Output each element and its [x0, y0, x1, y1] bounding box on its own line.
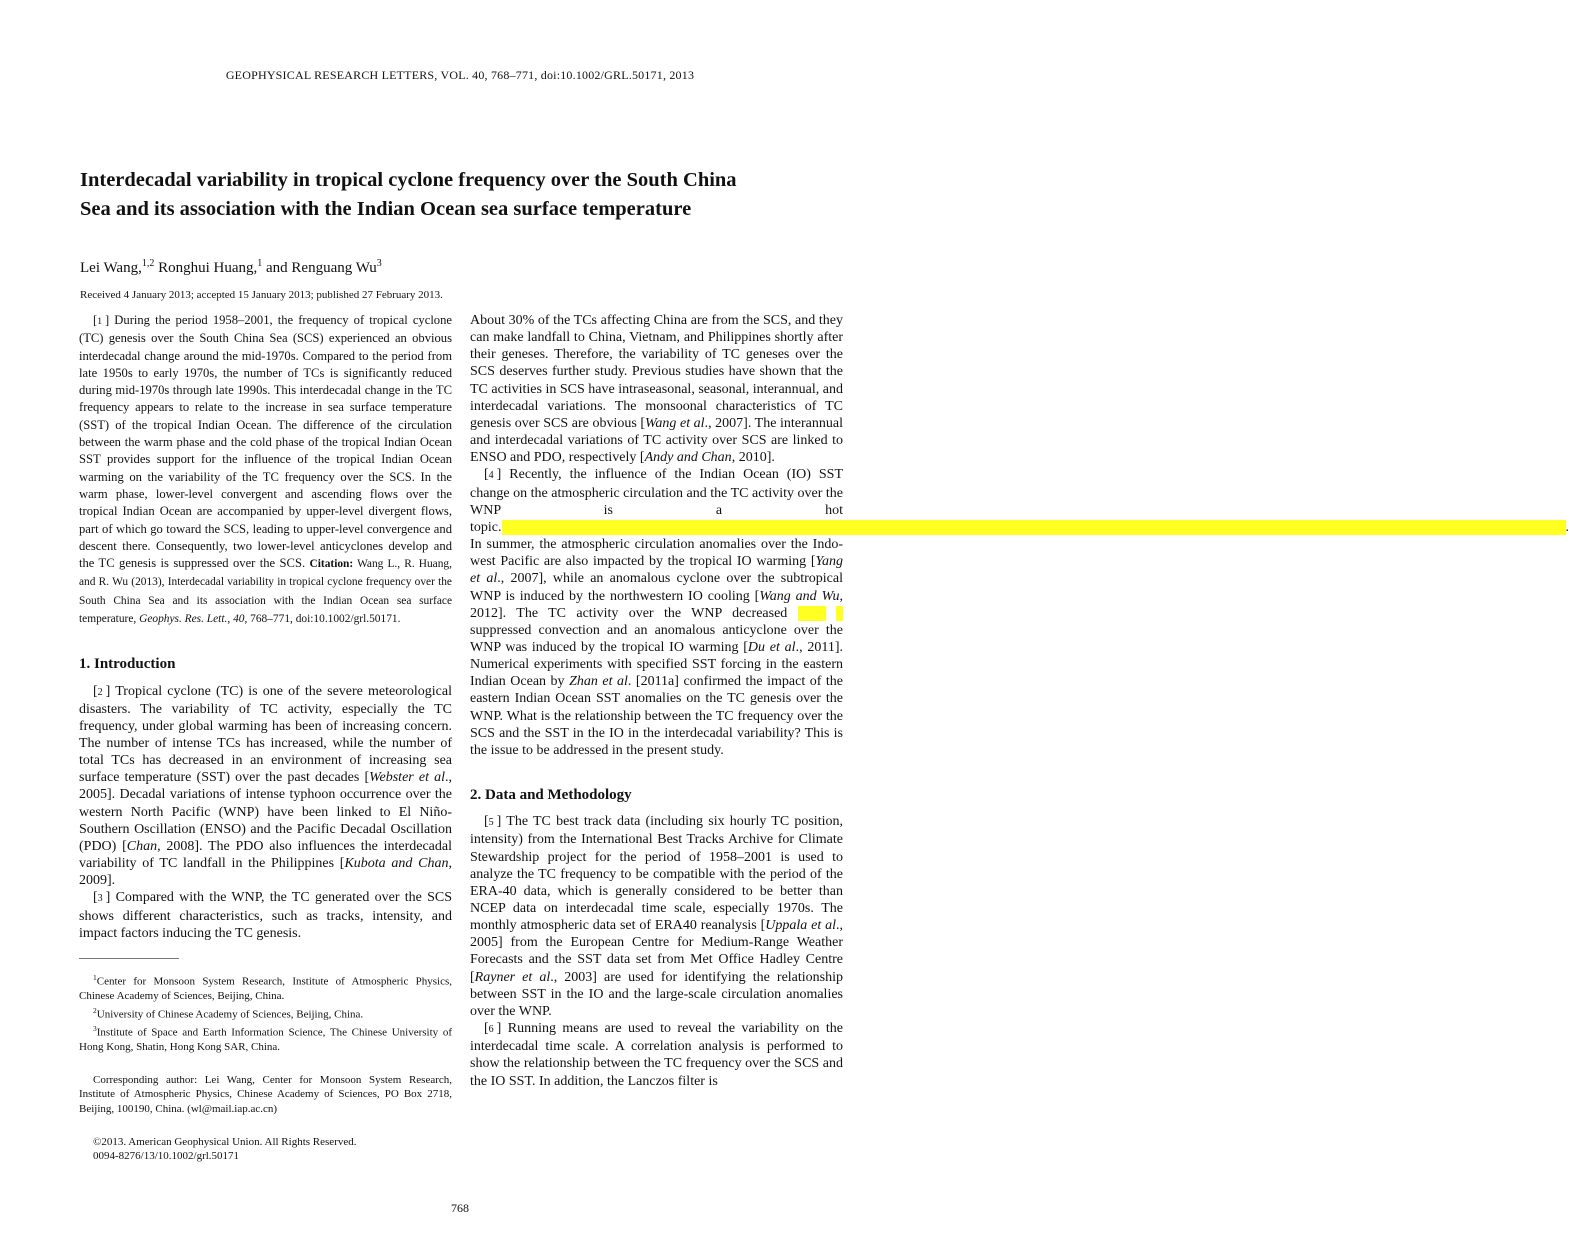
citation-separator: ,: [227, 613, 234, 626]
reference-link[interactable]: Chan: [126, 838, 158, 854]
paragraph-text: . [2011a] confirmed the impact of the eastern Indian Ocean SST anomalies on the TC genesis over the WNP. What is the relationship between the TC frequency over the SCS and the SST in the IO in the interdecadal variability? This is the issue to be addressed in the present study.: [470, 674, 843, 758]
paragraph: [3 ] Compared with the WNP, the TC generated over the SCS shows different characteristics, such as tracks, intensity, and impact factors inducing the TC genesis.: [79, 890, 452, 941]
paragraph-text: The TC best track data (including six hourly TC position, intensity) from the International Best Tracks Archive for Climate Stewardship project for the period of 1958–2001 is used to analyze the TC frequency to be compatible with the period of the ERA-40 data, which is generally considered to be better than NCEP data on interdecadal time scale, especially 1970s. The monthly atmospheric data set of ERA40 reanalysis [: [470, 814, 843, 934]
paragraph-text: Recently, the influence of the Indian Ocean (IO) SST change on the atmospheric circulation and the TC activity over the WNP is a hot topic.: [470, 467, 843, 535]
footnote: [79, 1022, 452, 1055]
paragraph-text: Tropical cyclone (TC) is one of the severe meteorological disasters. The variability of TC activity, especially the TC frequency, under global warming has been of increasing concern. The number of intense TCs has increased, while the number of total TCs has decreased in an environment of increasing sea surface temperature (SST) over the past decades [: [79, 683, 452, 786]
footnotes: [79, 971, 452, 1164]
paragraph-text: , 2009].: [79, 856, 452, 889]
paragraph-text: ., 2007], while an anomalous cyclone over the subtropical WNP is induced by the northwestern IO cooling [: [470, 571, 843, 604]
corresponding-author: Corresponding author: Lei Wang, Center for Monsoon System Research, Institute of Atmospheric Physics, Chinese Academy of Sciences, PO Box 2718, Beijing, 100190, China. (wl@mail.iap.ac.cn): [79, 1073, 452, 1115]
reference-link[interactable]: Kubota and Chan: [344, 856, 449, 872]
paragraph-number: 1: [97, 316, 102, 327]
copyright-notice: ©2013. American Geophysical Union. All Rights Reserved.: [93, 1135, 357, 1148]
paragraph-text: ., 2003] are used for identifying the relationship between SST in the IO and the large-scale circulation anomalies over the WNP.: [470, 969, 844, 1019]
paragraph-text: . In summer, the atmospheric circulation anomalies over the Indo-west Pacific are also impacted by the tropical IO warming [: [470, 519, 1569, 570]
paragraph-number: 5: [488, 817, 494, 829]
highlight-annotation[interactable]: [798, 606, 826, 621]
author-name: Ronghui Huang,: [154, 260, 258, 276]
section-heading-introduction: 1. Introduction: [79, 656, 176, 673]
footnote-text: Center for Monsoon System Research, Institute of Atmospheric Physics, Chinese Academy of Sciences, Beijing, China.: [79, 975, 452, 1003]
section-heading-data-methodology: 2. Data and Methodology: [470, 787, 632, 804]
affiliation-mark: 1: [257, 258, 263, 269]
highlight-annotation[interactable]: [502, 520, 1566, 535]
citation-label: Citation:: [309, 558, 354, 571]
footnote-text: University of Chinese Academy of Sciences, Beijing, China.: [96, 1008, 364, 1021]
right-column: [470, 312, 1569, 1090]
reference-link[interactable]: Zhan et al: [569, 674, 628, 690]
reference-link[interactable]: Du et al: [747, 639, 796, 655]
citation-journal: Geophys. Res. Lett.: [139, 613, 228, 626]
citation-volume: 40: [233, 613, 245, 626]
reference-link[interactable]: Rayner et al: [474, 969, 551, 985]
abstract: [1 ] During the period 1958–2001, the frequency of tropical cyclone (TC) genesis over the South China Sea (SCS) experienced an obvious interdecadal change around the mid-1970s. Compared to the period from late 1950s to early 1970s, the number of TCs is significantly reduced during mid-1970s through late 1990s. This interdecadal change in the TC frequency appears to relate to the increase in sea surface temperature (SST) of the tropical Indian Ocean. The difference of the circulation between the warm phase and the cold phase of the tropical Indian Ocean SST provides support for the influence of the tropical Indian Ocean warming on the variability of the TC frequency over the SCS. In the warm phase, lower-level convergent and ascending flows over the tropical Indian Ocean are accompanied by upper-level divergent flows, part of which go toward the SCS, leading to upper-level convergence and descent there. Consequently, two lower-level anticyclones develop and the TC genesis is suppressed over the SCS. Citation: Wang L., R. Huang, and R. Wu (2013), Interdecadal variability in tropical cyclone frequency over the South China Sea and its association with the Indian Ocean sea surface temperature, Geophys. Res. Lett., 40, 768–771, doi:10.1002/grl.50171.: [79, 313, 452, 626]
paragraph-number: 6: [488, 1024, 494, 1036]
reference-link[interactable]: Yang et al: [470, 554, 843, 587]
footnote-rule: [79, 958, 179, 959]
paragraph-text: Compared with the WNP, the TC generated over the SCS shows different characteristics, such as tracks, intensity, and impact factors inducing the TC genesis.: [79, 890, 452, 941]
paragraph-continued: [470, 312, 843, 466]
abstract-text: During the period 1958–2001, the frequency of tropical cyclone (TC) genesis over the South China Sea (SCS) experienced an obvious interdecadal change around the mid-1970s. Compared to the period from late 1950s to early 1970s, the number of TCs is significantly reduced during mid-1970s through late 1990s. This interdecadal change in the TC frequency appears to relate to the increase in sea surface temperature (SST) of the tropical Indian Ocean. The difference of the circulation between the warm phase and the cold phase of the tropical Indian Ocean SST provides support for the influence of the tropical Indian Ocean warming on the variability of the TC frequency over the SCS. In the warm phase, lower-level convergent and ascending flows over the tropical Indian Ocean are accompanied by upper-level divergent flows, part of which go toward the SCS, leading to upper-level convergence and descent there. Consequently, two lower-level anticyclones develop and the TC genesis is suppressed over the SCS.: [79, 313, 452, 571]
author-list: [80, 258, 382, 277]
affiliation-mark: 3: [376, 258, 382, 269]
paragraph-text: suppressed convection and an anomalous anticyclone over the WNP was induced by the tropical IO warming [: [470, 622, 843, 655]
footnote-mark: 2: [93, 1005, 97, 1015]
footnote-text: Institute of Space and Earth Information Science, The Chinese University of Hong Kong, Shatin, Hong Kong SAR, China.: [79, 1026, 452, 1054]
paragraph: [5 ] The TC best track data (including six hourly TC position, intensity) from the International Best Tracks Archive for Climate Stewardship project for the period of 1958–2001 is used to analyze the TC frequency to be compatible with the period of the ERA-40 data, which is generally considered to be better than NCEP data on interdecadal time scale, especially 1970s. The monthly atmospheric data set of ERA40 reanalysis [Uppala et al., 2005] from the European Centre for Medium-Range Weather Forecasts and the SST data set from Met Office Hadley Centre [Rayner et al., 2003] are used for identifying the relationship between SST in the IO and the large-scale circulation anomalies over the WNP.: [470, 814, 844, 1019]
received-dates: Received 4 January 2013; accepted 15 January 2013; published 27 February 2013.: [80, 289, 443, 301]
reference-link[interactable]: Uppala et al: [765, 918, 836, 934]
citation-text: Wang L., R. Huang, and R. Wu (2013), Interdecadal variability in tropical cyclone frequency over the South China Sea and its association with the Indian Ocean sea surface temperature,: [79, 558, 452, 626]
left-column: [79, 312, 452, 1164]
paragraph-text: ., 2005] from the European Centre for Medium-Range Weather Forecasts and the SST data set from Met Office Hadley Centre [: [470, 918, 843, 985]
paragraph-text: , 2010].: [731, 450, 775, 466]
reference-link[interactable]: Andy and Chan: [644, 450, 732, 466]
affiliation-mark: 1,2: [141, 258, 155, 269]
paragraph-text: About 30% of the TCs affecting China are from the SCS, and they can make landfall to China, Vietnam, and Philippines shortly after their geneses. Therefore, the variability of TC geneses over the SCS deserves further study. Previous studies have shown that the TC activities in SCS have intraseasonal, seasonal, interannual, and interdecadal variations. The monsoonal characteristics of TC genesis over SCS are obvious [: [470, 313, 843, 431]
paragraph-number: 2: [97, 686, 103, 698]
page-number: 768: [451, 1201, 469, 1215]
paragraph-text: Running means are used to reveal the variability on the interdecadal time scale. A correlation analysis is performed to show the relationship between the TC frequency over the SCS and the IO SST. In addition, the Lanczos filter is: [470, 1021, 843, 1089]
author-name: and Renguang Wu: [262, 260, 377, 276]
footnote-mark: 1: [93, 972, 97, 982]
paragraph: [4 ] Recently, the influence of the Indian Ocean (IO) SST change on the atmospheric circulation and the TC activity over the WNP is a hot topic. . In summer, the atmospheric circulation anomalies over the Indo-west Pacific are also impacted by the tropical IO warming [Yang et al., 2007], while an anomalous cyclone over the subtropical WNP is induced by the northwestern IO cooling [Wang and Wu, 2012]. The TC activity over the WNP decreased suppressed convection and an anomalous anticyclone over the WNP was induced by the tropical IO warming [Du et al., 2011]. Numerical experiments with specified SST forcing in the eastern Indian Ocean by Zhan et al. [2011a] confirmed the impact of the eastern Indian Ocean SST anomalies on the TC genesis over the WNP. What is the relationship between the TC frequency over the SCS and the SST in the IO in the interdecadal variability? This is the issue to be addressed in the present study.: [470, 467, 1569, 758]
running-head: GEOPHYSICAL RESEARCH LETTERS, VOL. 40, 768–771, doi:10.1002/GRL.50171, 2013: [225, 68, 695, 82]
paragraph-number: 3: [97, 893, 103, 905]
footnote: [79, 971, 452, 1004]
citation-pages-doi: , 768–771, doi:10.1002/grl.50171.: [244, 613, 401, 626]
footnote-mark: 3: [93, 1023, 97, 1033]
paragraph: [6 ] Running means are used to reveal the variability on the interdecadal time scale. A correlation analysis is performed to show the relationship between the TC frequency over the SCS and the IO SST. In addition, the Lanczos filter is: [470, 1021, 843, 1089]
paragraph-text: , 2012]. The TC activity over the WNP decreased: [470, 588, 843, 621]
reference-link[interactable]: Webster et al: [369, 770, 445, 786]
paragraph-text: ., 2007]. The interannual and interdecadal variations of TC activity over SCS are linked to ENSO and PDO, respectively [: [470, 415, 843, 466]
issn-doi: 0094-8276/13/10.1002/grl.50171: [93, 1150, 240, 1163]
highlight-annotation[interactable]: [836, 606, 843, 621]
reference-link[interactable]: Wang and Wu: [759, 588, 840, 604]
reference-link[interactable]: Wang et al: [645, 415, 705, 431]
author-name: Lei Wang,: [80, 260, 142, 276]
paragraph-text: , 2008]. The PDO also influences the interdecadal variability of TC landfall in the Philippines [: [79, 838, 452, 872]
article-title: Interdecadal variability in tropical cyclone frequency over the South China Sea and its association with the Indian Ocean sea surface temperature: [80, 169, 737, 220]
paragraph: [2 ] Tropical cyclone (TC) is one of the severe meteorological disasters. The variability of TC activity, especially the TC frequency, under global warming has been of increasing concern. The number of intense TCs has increased, while the number of total TCs has decreased in an environment of increasing sea surface temperature (SST) over the past decades [Webster et al., 2005]. Decadal variations of intense typhoon occurrence over the western North Pacific (WNP) have been linked to El Niño-Southern Oscillation (ENSO) and the Pacific Decadal Oscillation (PDO) [Chan, 2008]. The PDO also influences the interdecadal variability of TC landfall in the Philippines [Kubota and Chan, 2009].: [79, 683, 452, 889]
footnote: [79, 1004, 452, 1022]
paragraph-text: ., 2011]. Numerical experiments with specified SST forcing in the eastern Indian Ocean by: [470, 639, 843, 690]
paragraph-number: 4: [488, 470, 494, 482]
paragraph-text: ., 2005]. Decadal variations of intense typhoon occurrence over the western North Pacific (WNP) have been linked to El Niño-Southern Oscillation (ENSO) and the Pacific Decadal Oscillation (PDO) [: [79, 770, 452, 854]
